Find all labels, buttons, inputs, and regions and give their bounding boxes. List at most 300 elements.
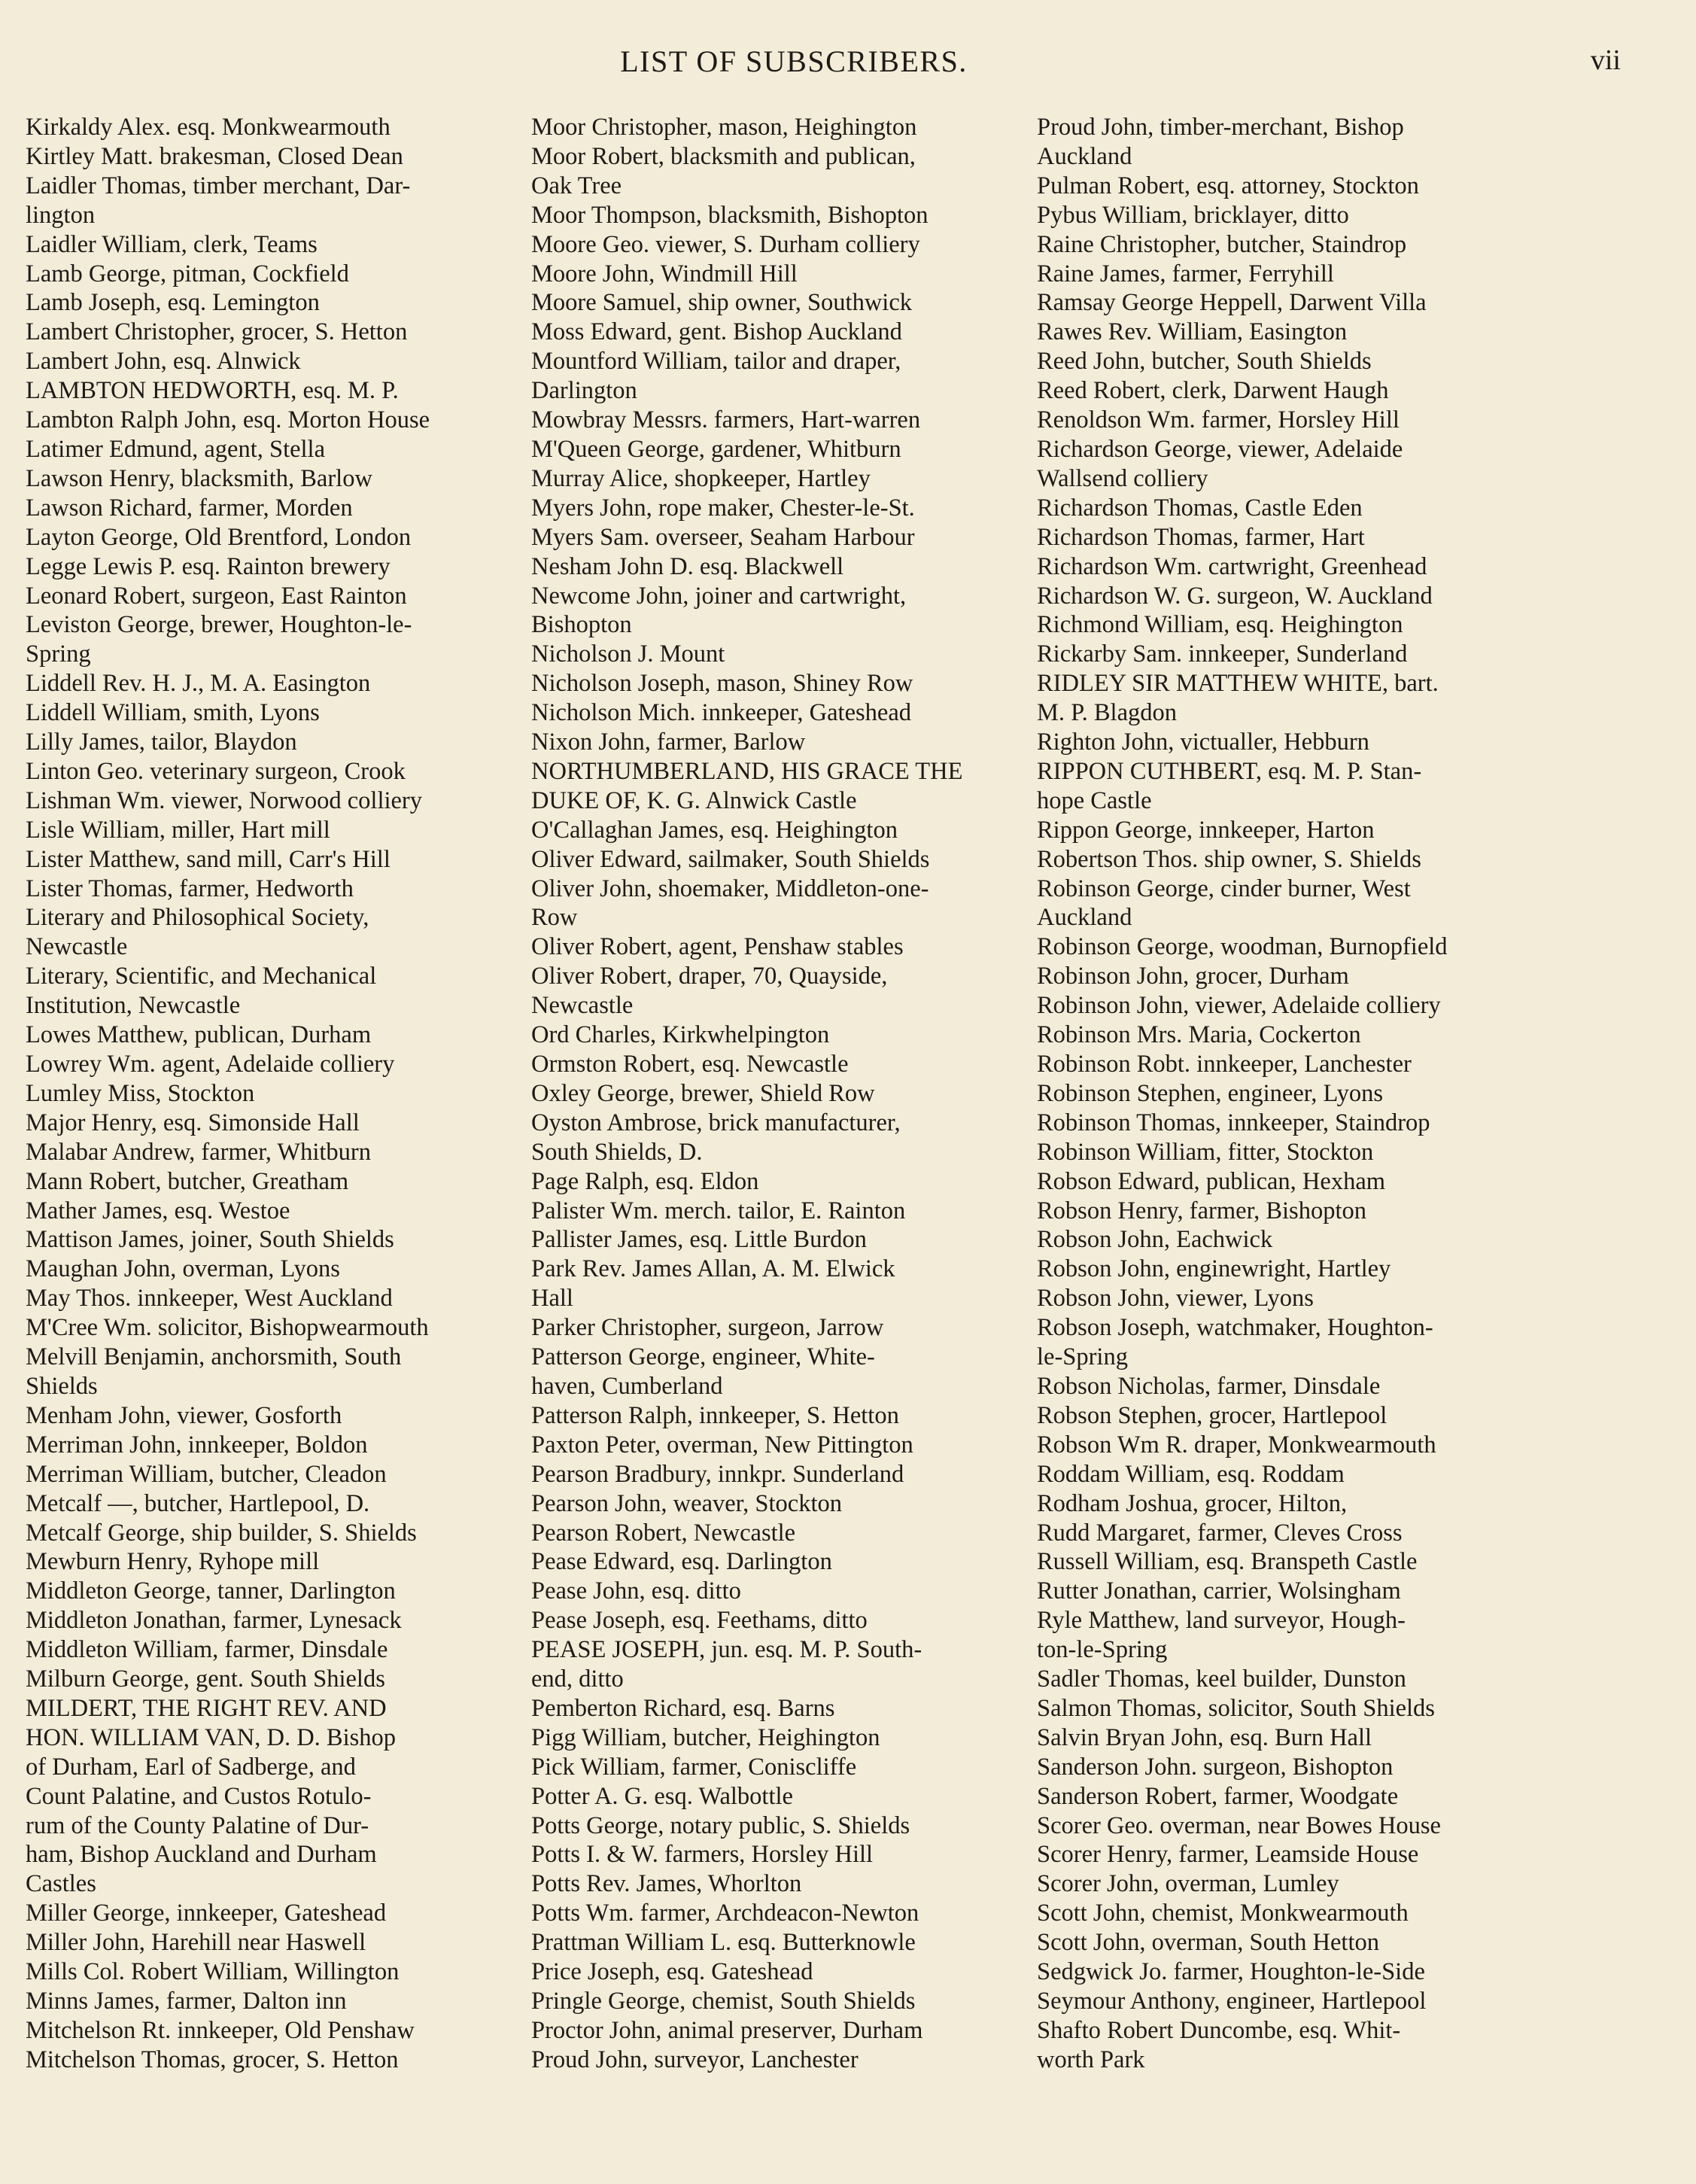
subscriber-entry — [1037, 1577, 1549, 1606]
subscriber-entry — [531, 1694, 1043, 1723]
subscriber-entry — [1037, 1547, 1549, 1577]
subscriber-entry — [1037, 582, 1549, 611]
subscriber-entry-line: Layton George, Old Brentford, London — [26, 523, 412, 551]
subscriber-entry-line: Pemberton Richard, esq. Barns — [531, 1694, 835, 1722]
subscriber-entry-line: LAMBTON HEDWORTH, esq. M. P. — [26, 377, 399, 405]
subscriber-entry-line: Lumley Miss, Stockton — [26, 1079, 255, 1107]
subscriber-entry — [531, 260, 1043, 289]
subscriber-entry-line: Lowrey Wm. agent, Adelaide colliery — [26, 1051, 395, 1078]
subscriber-entry-line: Darlington — [531, 377, 637, 405]
subscriber-entry-line: Melvill Benjamin, anchorsmith, South — [26, 1343, 402, 1371]
subscriber-entry — [531, 1343, 1043, 1401]
subscriber-entry-line: Lamb George, pitman, Cockfield — [26, 260, 349, 287]
subscriber-entry-line: Price Joseph, esq. Gateshead — [531, 1958, 813, 1986]
subscriber-entry-line: Nicholson Mich. innkeeper, Gateshead — [531, 699, 912, 727]
subscriber-entry — [531, 669, 1043, 698]
subscriber-entry — [531, 1313, 1043, 1343]
subscriber-entry — [531, 1899, 1043, 1928]
subscriber-entry-line: Richmond William, esq. Heighington — [1037, 611, 1403, 639]
subscriber-entry — [1037, 991, 1549, 1021]
subscriber-entry — [26, 1928, 537, 1957]
subscriber-entry-line: Leviston George, brewer, Houghton-le- — [26, 611, 412, 639]
subscriber-entry — [1037, 1197, 1549, 1226]
subscriber-entry — [531, 1723, 1043, 1753]
subscriber-entry-line: Myers Sam. overseer, Seaham Harbour — [531, 523, 915, 551]
subscriber-entry-line: Miller George, innkeeper, Gateshead — [26, 1900, 387, 1927]
subscriber-entry-line: Richardson Wm. cartwright, Greenhead — [1037, 552, 1427, 580]
subscriber-entry-line: NORTHUMBERLAND, HIS GRACE THE — [531, 757, 963, 785]
subscriber-entry-line: Nixon John, farmer, Barlow — [531, 729, 806, 756]
subscriber-entry-line: Sanderson Robert, farmer, Woodgate — [1037, 1782, 1399, 1810]
subscriber-entry-line: Potts Wm. farmer, Archdeacon-Newton — [531, 1900, 919, 1927]
subscriber-entry-line: Rickarby Sam. innkeeper, Sunderland — [1037, 640, 1408, 668]
subscriber-entry-line: Scott John, overman, South Hetton — [1037, 1929, 1379, 1957]
subscriber-entry — [26, 523, 537, 552]
subscriber-entry — [1037, 1050, 1549, 1079]
subscriber-entry — [26, 347, 537, 376]
subscriber-entry-line: Pease Edward, esq. Darlington — [531, 1548, 832, 1576]
subscriber-entry — [531, 464, 1043, 494]
subscriber-entry-line: Raine Christopher, butcher, Staindrop — [1037, 230, 1407, 258]
subscriber-entry-line: Robinson George, cinder burner, West — [1037, 875, 1411, 902]
subscriber-entry-line: Laidler William, clerk, Teams — [26, 230, 318, 258]
subscriber-entry — [1037, 1225, 1549, 1255]
subscriber-entry-line: Seymour Anthony, engineer, Hartlepool — [1037, 1988, 1427, 2015]
subscriber-entry-line: lington — [26, 201, 96, 229]
subscriber-entry-line: Paxton Peter, overman, New Pittington — [531, 1431, 913, 1459]
subscriber-entry-line: Robinson John, grocer, Durham — [1037, 963, 1349, 990]
subscriber-entry — [531, 288, 1043, 318]
subscriber-entry-line: end, ditto — [531, 1665, 624, 1693]
subscriber-entry-line: Middleton William, farmer, Dinsdale — [26, 1636, 388, 1664]
subscriber-entry — [26, 464, 537, 494]
subscriber-entry-line: Mewburn Henry, Ryhope mill — [26, 1548, 320, 1576]
subscriber-entry — [26, 376, 537, 406]
subscriber-entry-line: Nicholson Joseph, mason, Shiney Row — [531, 670, 913, 698]
subscriber-entry-line: Robson John, enginewright, Hartley — [1037, 1255, 1391, 1283]
subscriber-entry — [1037, 376, 1549, 406]
subscriber-entry — [531, 2046, 1043, 2075]
page-title: LIST OF SUBSCRIBERS. — [620, 44, 968, 78]
subscriber-entry-line: Newcome John, joiner and cartwright, — [531, 582, 907, 610]
subscriber-entry-line: Oliver John, shoemaker, Middleton-one- — [531, 875, 929, 902]
subscriber-entry-line: Lamb Joseph, esq. Lemington — [26, 289, 320, 317]
subscriber-entry — [26, 1635, 537, 1665]
subscriber-entry-line: Robson Stephen, grocer, Hartlepool — [1037, 1401, 1387, 1429]
subscriber-entry — [531, 201, 1043, 230]
subscriber-entry — [531, 1197, 1043, 1226]
subscriber-entry — [26, 1489, 537, 1519]
subscriber-entry-line: Kirkaldy Alex. esq. Monkwearmouth — [26, 114, 391, 141]
subscriber-entry-line: Rutter Jonathan, carrier, Wolsingham — [1037, 1577, 1401, 1605]
subscriber-entry-line: Pybus William, bricklayer, ditto — [1037, 201, 1349, 229]
subscriber-entry-line: Mowbray Messrs. farmers, Hart-warren — [531, 406, 921, 434]
subscriber-entry — [26, 1577, 537, 1606]
subscriber-entry-line: Spring — [26, 640, 91, 668]
subscriber-entry-line: Lisle William, miller, Hart mill — [26, 816, 330, 844]
subscriber-entry-line: Hall — [531, 1285, 573, 1313]
subscriber-entry-line: Middleton Jonathan, farmer, Lynesack — [26, 1607, 402, 1635]
subscriber-entry-line: Shafto Robert Duncombe, esq. Whit- — [1037, 2016, 1401, 2044]
subscriber-entry — [26, 1284, 537, 1313]
subscriber-entry — [1037, 523, 1549, 552]
subscriber-entry-line: DUKE OF, K. G. Alnwick Castle — [531, 786, 857, 814]
subscriber-entry-line: Leonard Robert, surgeon, East Rainton — [26, 582, 407, 610]
subscriber-entry-line: Moss Edward, gent. Bishop Auckland — [531, 318, 902, 346]
subscriber-entry-line: Richardson Thomas, farmer, Hart — [1037, 523, 1365, 551]
subscriber-entry — [26, 142, 537, 172]
subscriber-entry-line: Rodham Joshua, grocer, Hilton, — [1037, 1489, 1348, 1517]
subscriber-entry-line: le-Spring — [1037, 1343, 1128, 1371]
subscriber-entry-line: Pearson Bradbury, innkpr. Sunderland — [531, 1460, 904, 1488]
running-head — [0, 44, 1696, 89]
subscriber-entry — [1037, 1021, 1549, 1050]
subscriber-entry — [26, 113, 537, 142]
subscriber-entry — [531, 757, 1043, 816]
subscriber-entry-line: PEASE JOSEPH, jun. esq. M. P. South- — [531, 1636, 922, 1664]
subscriber-entry-line: Kirtley Matt. brakesman, Closed Dean — [26, 142, 403, 170]
subscriber-entry — [1037, 1167, 1549, 1197]
subscriber-entry — [531, 1577, 1043, 1606]
subscriber-entry-line: Rawes Rev. William, Easington — [1037, 318, 1348, 346]
subscriber-entry — [26, 1079, 537, 1109]
subscriber-entry — [1037, 347, 1549, 376]
subscriber-entry — [1037, 757, 1549, 816]
subscriber-entry — [1037, 1899, 1549, 1928]
subscriber-entry-line: Robson John, viewer, Lyons — [1037, 1285, 1314, 1313]
subscriber-entry — [531, 1606, 1043, 1635]
subscriber-entry — [531, 1050, 1043, 1079]
subscriber-column-2 — [531, 113, 1043, 2075]
subscriber-entry-line: Prattman William L. esq. Butterknowle — [531, 1929, 916, 1957]
subscriber-entry-line: Sadler Thomas, keel builder, Dunston — [1037, 1665, 1406, 1693]
subscriber-entry-line: Institution, Newcastle — [26, 992, 241, 1020]
subscriber-entry — [531, 1021, 1043, 1050]
subscriber-entry — [1037, 669, 1549, 728]
subscriber-entry-line: Robinson Stephen, engineer, Lyons — [1037, 1079, 1383, 1107]
subscriber-entry — [26, 1694, 537, 1899]
subscriber-entry — [26, 1255, 537, 1284]
subscriber-entry-line: Robinson George, woodman, Burnopfield — [1037, 933, 1448, 961]
subscriber-entry — [26, 230, 537, 260]
subscriber-entry — [531, 962, 1043, 1021]
subscriber-entry-line: Proud John, surveyor, Lanchester — [531, 2046, 859, 2073]
subscriber-column-1 — [26, 113, 537, 2075]
subscriber-entry-line: Lawson Henry, blacksmith, Barlow — [26, 464, 372, 492]
subscriber-entry — [26, 1313, 537, 1343]
subscriber-entry-line: Mitchelson Thomas, grocer, S. Hetton — [26, 2046, 399, 2073]
subscriber-entry-line: Liddell Rev. H. J., M. A. Easington — [26, 670, 371, 698]
subscriber-entry-line: Pearson Robert, Newcastle — [531, 1519, 796, 1547]
subscriber-entry-line: Myers John, rope maker, Chester-le-St. — [531, 494, 915, 522]
subscriber-entry — [531, 113, 1043, 142]
subscriber-entry-line: Shields — [26, 1372, 98, 1400]
subscriber-entry — [26, 1197, 537, 1226]
subscriber-entry — [26, 845, 537, 875]
subscriber-entry-line: Richardson W. G. surgeon, W. Auckland — [1037, 582, 1433, 610]
subscriber-entry — [531, 698, 1043, 728]
subscriber-entry-line: Park Rev. James Allan, A. M. Elwick — [531, 1255, 895, 1283]
subscriber-entry-line: Minns James, farmer, Dalton inn — [26, 1988, 347, 2015]
subscriber-entry — [26, 1547, 537, 1577]
subscriber-entry-line: Literary, Scientific, and Mechanical — [26, 963, 377, 990]
subscriber-entry-line: Mather James, esq. Westoe — [26, 1197, 290, 1224]
subscriber-entry — [1037, 1372, 1549, 1401]
subscriber-entry — [531, 1519, 1043, 1548]
subscriber-entry — [1037, 1869, 1549, 1899]
subscriber-entry-line: Salmon Thomas, solicitor, South Shields — [1037, 1694, 1435, 1722]
subscriber-entry-line: Auckland — [1037, 142, 1132, 170]
subscriber-entry-line: M. P. Blagdon — [1037, 699, 1178, 727]
subscriber-entry-line: haven, Cumberland — [531, 1372, 723, 1400]
subscriber-entry — [531, 1489, 1043, 1519]
subscriber-entry — [1037, 1811, 1549, 1841]
subscriber-entry-line: Robinson John, viewer, Adelaide colliery — [1037, 992, 1441, 1020]
subscriber-entry-line: Pringle George, chemist, South Shields — [531, 1988, 916, 2015]
subscriber-column-3 — [1037, 113, 1549, 2075]
subscriber-entry-line: Menham John, viewer, Gosforth — [26, 1401, 342, 1429]
subscriber-entry — [1037, 1079, 1549, 1109]
subscriber-entry-line: Proctor John, animal preserver, Durham — [531, 2016, 923, 2044]
subscriber-entry — [1037, 260, 1549, 289]
subscriber-entry — [531, 1547, 1043, 1577]
subscriber-entry-line: Robson John, Eachwick — [1037, 1226, 1273, 1254]
subscriber-entry — [1037, 1138, 1549, 1167]
subscriber-entry-line: Lilly James, tailor, Blaydon — [26, 729, 297, 756]
subscriber-entry-line: Pulman Robert, esq. attorney, Stockton — [1037, 172, 1419, 199]
subscriber-entry-line: Oyston Ambrose, brick manufacturer, — [531, 1109, 901, 1136]
subscriber-entry — [1037, 230, 1549, 260]
subscriber-entry — [26, 1021, 537, 1050]
subscriber-entry — [26, 406, 537, 435]
subscriber-entry-line: Richardson Thomas, Castle Eden — [1037, 494, 1363, 522]
subscriber-entry — [1037, 552, 1549, 582]
subscriber-entry — [1037, 2016, 1549, 2075]
subscriber-entry-line: Newcastle — [531, 992, 634, 1020]
subscriber-entry — [1037, 172, 1549, 201]
subscriber-entry-line: Laidler Thomas, timber merchant, Dar- — [26, 172, 411, 199]
subscriber-entry — [26, 1987, 537, 2016]
subscriber-entry-line: Robinson Mrs. Maria, Cockerton — [1037, 1021, 1361, 1049]
subscriber-entry-line: Castles — [26, 1870, 96, 1898]
subscriber-entry-line: South Shields, D. — [531, 1138, 703, 1166]
subscriber-entry — [26, 698, 537, 728]
subscriber-entry — [26, 1167, 537, 1197]
subscriber-entry-line: Malabar Andrew, farmer, Whitburn — [26, 1138, 371, 1166]
subscriber-entry — [1037, 1957, 1549, 1987]
subscriber-entry-line: Lishman Wm. viewer, Norwood colliery — [26, 786, 422, 814]
subscriber-entry — [531, 582, 1043, 640]
subscriber-entry-line: Lowes Matthew, publican, Durham — [26, 1021, 372, 1049]
subscriber-entry-line: M'Queen George, gardener, Whitburn — [531, 435, 901, 463]
subscriber-entry — [531, 875, 1043, 933]
subscriber-entry-line: Sedgwick Jo. farmer, Houghton-le-Side — [1037, 1958, 1425, 1986]
subscriber-entry-line: Palister Wm. merch. tailor, E. Rainton — [531, 1197, 906, 1224]
subscriber-entry-line: Middleton George, tanner, Darlington — [26, 1577, 396, 1605]
subscriber-entry-line: Murray Alice, shopkeeper, Hartley — [531, 464, 871, 492]
subscriber-entry-line: Russell William, esq. Branspeth Castle — [1037, 1548, 1418, 1576]
subscriber-entry — [531, 318, 1043, 347]
subscriber-entry — [531, 2016, 1043, 2046]
subscriber-entry-line: Pease Joseph, esq. Feethams, ditto — [531, 1607, 868, 1635]
subscriber-entry-line: Page Ralph, esq. Eldon — [531, 1167, 759, 1195]
subscriber-entry — [1037, 494, 1549, 523]
subscriber-entry — [26, 582, 537, 611]
subscriber-entry — [26, 435, 537, 464]
subscriber-entry-line: Miller John, Harehill near Haswell — [26, 1929, 366, 1957]
subscriber-entry-line: Mattison James, joiner, South Shields — [26, 1226, 394, 1254]
subscriber-entry — [1037, 318, 1549, 347]
subscriber-entry-line: Metcalf George, ship builder, S. Shields — [26, 1519, 417, 1547]
subscriber-entry-line: MILDERT, THE RIGHT REV. AND — [26, 1694, 387, 1722]
subscriber-entry — [531, 1753, 1043, 1782]
subscriber-entry — [1037, 1723, 1549, 1753]
subscriber-entry — [531, 1811, 1043, 1841]
subscriber-entry — [1037, 201, 1549, 230]
subscriber-entry — [1037, 875, 1549, 933]
subscriber-entry-line: Ormston Robert, esq. Newcastle — [531, 1051, 849, 1078]
subscriber-entry — [1037, 1987, 1549, 2016]
subscriber-entry — [531, 142, 1043, 201]
subscriber-entry — [26, 1343, 537, 1401]
subscriber-entry-line: Patterson Ralph, innkeeper, S. Hetton — [531, 1401, 899, 1429]
subscriber-entry — [1037, 1606, 1549, 1665]
subscriber-entry-line: Pick William, farmer, Coniscliffe — [531, 1753, 857, 1781]
subscriber-entry-line: Moor Christopher, mason, Heighington — [531, 114, 917, 141]
subscriber-entry — [531, 552, 1043, 582]
subscriber-entry — [26, 2046, 537, 2075]
subscriber-entry-line: Roddam William, esq. Roddam — [1037, 1460, 1345, 1488]
subscriber-entry — [1037, 962, 1549, 991]
subscriber-entry — [26, 728, 537, 757]
subscriber-entry-line: Moor Thompson, blacksmith, Bishopton — [531, 201, 929, 229]
subscriber-entry — [531, 1167, 1043, 1197]
subscriber-entry-line: Merriman John, innkeeper, Boldon — [26, 1431, 368, 1459]
subscriber-entry — [1037, 640, 1549, 669]
subscriber-entry-line: RIPPON CUTHBERT, esq. M. P. Stan- — [1037, 757, 1422, 785]
subscriber-entry — [26, 494, 537, 523]
subscriber-entry — [531, 1635, 1043, 1694]
subscriber-entry-line: ham, Bishop Auckland and Durham — [26, 1841, 377, 1869]
subscriber-entry-line: Latimer Edmund, agent, Stella — [26, 435, 326, 463]
subscriber-entry-line: ton-le-Spring — [1037, 1636, 1168, 1664]
subscriber-entry-line: Robson Wm R. draper, Monkwearmouth — [1037, 1431, 1436, 1459]
subscriber-entry-line: hope Castle — [1037, 786, 1152, 814]
subscriber-entry-line: Potts George, notary public, S. Shields — [531, 1811, 910, 1839]
subscriber-entry-line: Ramsay George Heppell, Darwent Villa — [1037, 289, 1427, 317]
subscriber-entry — [1037, 932, 1549, 962]
subscriber-entry — [26, 610, 537, 669]
subscriber-entry-line: Major Henry, esq. Simonside Hall — [26, 1109, 360, 1136]
subscriber-entry-line: Renoldson Wm. farmer, Horsley Hill — [1037, 406, 1400, 434]
subscriber-entry — [1037, 1284, 1549, 1313]
subscriber-entry — [26, 1665, 537, 1694]
subscriber-entry-line: Richardson George, viewer, Adelaide — [1037, 435, 1403, 463]
subscriber-entry — [531, 1079, 1043, 1109]
subscriber-entry — [1037, 1255, 1549, 1284]
subscriber-entry-line: Bishopton — [531, 611, 632, 639]
subscriber-entry — [26, 260, 537, 289]
subscriber-entry — [1037, 1840, 1549, 1869]
subscriber-entry-line: Robson Nicholas, farmer, Dinsdale — [1037, 1372, 1381, 1400]
subscriber-entry-line: Moor Robert, blacksmith and publican, — [531, 142, 916, 170]
subscriber-entry-line: Robinson William, fitter, Stockton — [1037, 1138, 1374, 1166]
subscriber-entry-line: Count Palatine, and Custos Rotulo- — [26, 1782, 372, 1810]
subscriber-entry-line: Potter A. G. esq. Walbottle — [531, 1782, 793, 1810]
subscriber-entry-line: Robson Henry, farmer, Bishopton — [1037, 1197, 1366, 1224]
subscriber-entry — [1037, 406, 1549, 435]
subscriber-entry — [1037, 610, 1549, 640]
subscriber-entry — [1037, 288, 1549, 318]
subscriber-entry-line: Mitchelson Rt. innkeeper, Old Penshaw — [26, 2016, 415, 2044]
subscriber-entry-line: Lambert Christopher, grocer, S. Hetton — [26, 318, 408, 346]
subscriber-entry-line: Reed John, butcher, South Shields — [1037, 348, 1372, 376]
subscriber-entry — [26, 1050, 537, 1079]
subscriber-entry — [531, 406, 1043, 435]
subscriber-entry-line: Patterson George, engineer, White- — [531, 1343, 875, 1371]
subscriber-entry — [1037, 1928, 1549, 1957]
subscriber-entry — [26, 2016, 537, 2046]
subscriber-entry — [26, 1225, 537, 1255]
subscriber-entry-line: Auckland — [1037, 904, 1132, 932]
subscriber-entry — [1037, 816, 1549, 845]
subscriber-entry-line: May Thos. innkeeper, West Auckland — [26, 1285, 393, 1313]
subscriber-entry-line: Reed Robert, clerk, Darwent Haugh — [1037, 377, 1389, 405]
subscriber-entry-line: Merriman William, butcher, Cleadon — [26, 1460, 387, 1488]
subscriber-entry-line: Scorer Geo. overman, near Bowes House — [1037, 1811, 1441, 1839]
subscriber-entry-line: Newcastle — [26, 933, 128, 961]
subscriber-entry-line: Pearson John, weaver, Stockton — [531, 1489, 842, 1517]
subscriber-entry-line: Oliver Robert, agent, Penshaw stables — [531, 933, 904, 961]
subscriber-entry — [26, 172, 537, 230]
subscriber-entry-line: Lambert John, esq. Alnwick — [26, 348, 301, 376]
subscriber-entry-line: Metcalf —, butcher, Hartlepool, D. — [26, 1489, 370, 1517]
subscriber-entry — [26, 962, 537, 1021]
subscriber-entry — [26, 875, 537, 904]
subscriber-entry-line: Oliver Edward, sailmaker, South Shields — [531, 845, 930, 873]
subscriber-entry-line: Parker Christopher, surgeon, Jarrow — [531, 1314, 884, 1342]
subscriber-entry — [26, 757, 537, 786]
subscriber-entry — [531, 932, 1043, 962]
subscriber-entry — [26, 1109, 537, 1138]
subscriber-entry-line: Row — [531, 904, 578, 932]
subscriber-entry — [531, 1109, 1043, 1167]
subscriber-entry-line: Moore John, Windmill Hill — [531, 260, 798, 287]
subscriber-entry-line: Moore Geo. viewer, S. Durham colliery — [531, 230, 920, 258]
subscriber-entry-line: Oliver Robert, draper, 70, Quayside, — [531, 963, 888, 990]
subscriber-entry — [1037, 845, 1549, 875]
subscriber-entry — [1037, 1313, 1549, 1372]
subscriber-entry — [26, 288, 537, 318]
subscriber-entry-line: Lister Matthew, sand mill, Carr's Hill — [26, 845, 391, 873]
subscriber-entry — [26, 816, 537, 845]
subscriber-entry-line: worth Park — [1037, 2046, 1145, 2073]
subscriber-entry-line: Ryle Matthew, land surveyor, Hough- — [1037, 1607, 1406, 1635]
subscriber-entry-line: Lawson Richard, farmer, Morden — [26, 494, 353, 522]
subscriber-entry-line: Sanderson John. surgeon, Bishopton — [1037, 1753, 1394, 1781]
subscriber-entry-line: Rippon George, innkeeper, Harton — [1037, 816, 1375, 844]
subscriber-entry — [531, 1225, 1043, 1255]
subscriber-entry-line: HON. WILLIAM VAN, D. D. Bishop — [26, 1723, 397, 1751]
subscriber-entry — [531, 640, 1043, 669]
subscriber-entry — [26, 786, 537, 816]
subscriber-entry-line: Robinson Thomas, innkeeper, Staindrop — [1037, 1109, 1430, 1136]
subscriber-entry-line: Lister Thomas, farmer, Hedworth — [26, 875, 354, 902]
subscriber-entry — [531, 523, 1043, 552]
subscriber-entry — [531, 1928, 1043, 1957]
subscriber-entry-line: Mills Col. Robert William, Willington — [26, 1958, 400, 1986]
subscriber-entry — [1037, 1401, 1549, 1431]
